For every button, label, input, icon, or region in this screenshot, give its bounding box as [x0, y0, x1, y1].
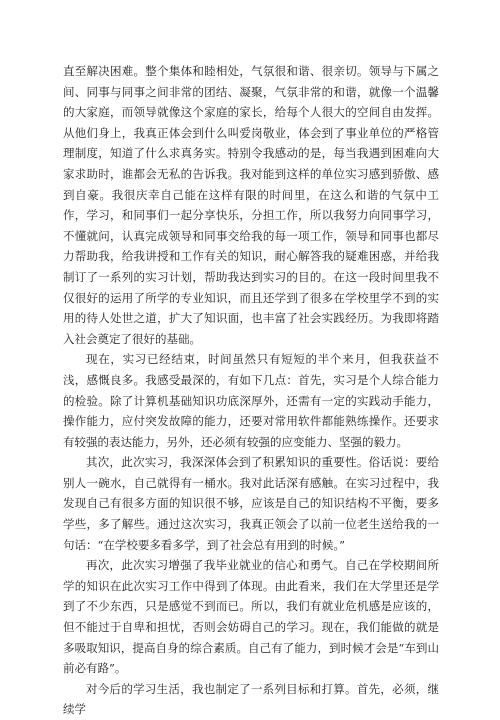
paragraph-1: 直至解决困难。整个集体和睦相处，气氛很和谐、很亲切。领导与下属之间、同事与同事之间非常的团结、凝聚，气氛非常的和谐，就像一个温馨的大家庭，而领导就像这个家庭的家长，给每个人很大的空间自由发挥。从他们身上，我真正体会到什么叫爱岗敬业，体会到了事业单位的严格管理制度，知道了什么求真务实。特别令我感动的是，每当我遇到困难向大家求助时，谁都会无私的告诉我。我对能到这样的单位实习感到骄傲、感到自豪。我很庆幸自己能在这样有限的时间里，在这么和谐的气氛中工作，学习，和同事们一起分享快乐，分担工作，所以我努力向同事学习，不懂就问，认真完成领导和同事交给我的每一项工作，领导和同事也都尽力帮助我，给我讲授和工作有关的知识，耐心解答我的疑难困惑，并给我制订了一系列的实习计划，帮助我达到实习的目的。在这一段时间里我不仅很好的运用了所学的专业知识，而且还学到了很多在学校里学不到的实用的待人处世之道，扩大了知识面，也丰富了社会实践经历。为我即将踏入社会奠定了很好的基础。: [63, 64, 439, 346]
paragraph-2: 现在，实习已经结束，时间虽然只有短短的半个来月，但我获益不浅，感慨良多。我感受最深的，有如下几点：首先，实习是个人综合能力的检验。除了计算机基础知识功底深厚外，还需有一定的实践动手能力，操作能力，应付突发故障的能力，还要对常用软件都能熟练操作。还要求有较强的表达能力，另外，还必须有较强的应变能力、坚强的毅力。: [63, 352, 439, 449]
paragraph-5: 对今后的学习生活，我也制定了一系列目标和打算。首先，必须，继续学: [63, 681, 439, 717]
document-body: [63, 61, 439, 720]
paragraph-4: 再次，此次实习增强了我毕业就业的信心和勇气。自己在学校期间所学的知识在此次实习工作中得到了体现。由此看来，我们在大学里还是学到了不少东西，只是感觉不到而已。所以，我们有就业危机感是应该的，但不能过于自卑和担忧，否则会妨碍自己的学习。现在，我们能做的就是多吸取知识，提高自身的综合素质。自己有了能力，到时候才会是“车到山前必有路”。: [63, 558, 439, 676]
paragraph-3: 其次，此次实习，我深深体会到了积累知识的重要性。俗话说：要给别人一碗水，自己就得有一桶水。我对此话深有感触。在实习过程中，我发现自己有很多方面的知识很不够，应该是自己的知识结构不平衡，要多学些，多了解些。通过这次实习，我真正领会了以前一位老生送给我的一句话：“在学校要多看多学，到了社会总有用到的时候。”: [63, 455, 439, 552]
